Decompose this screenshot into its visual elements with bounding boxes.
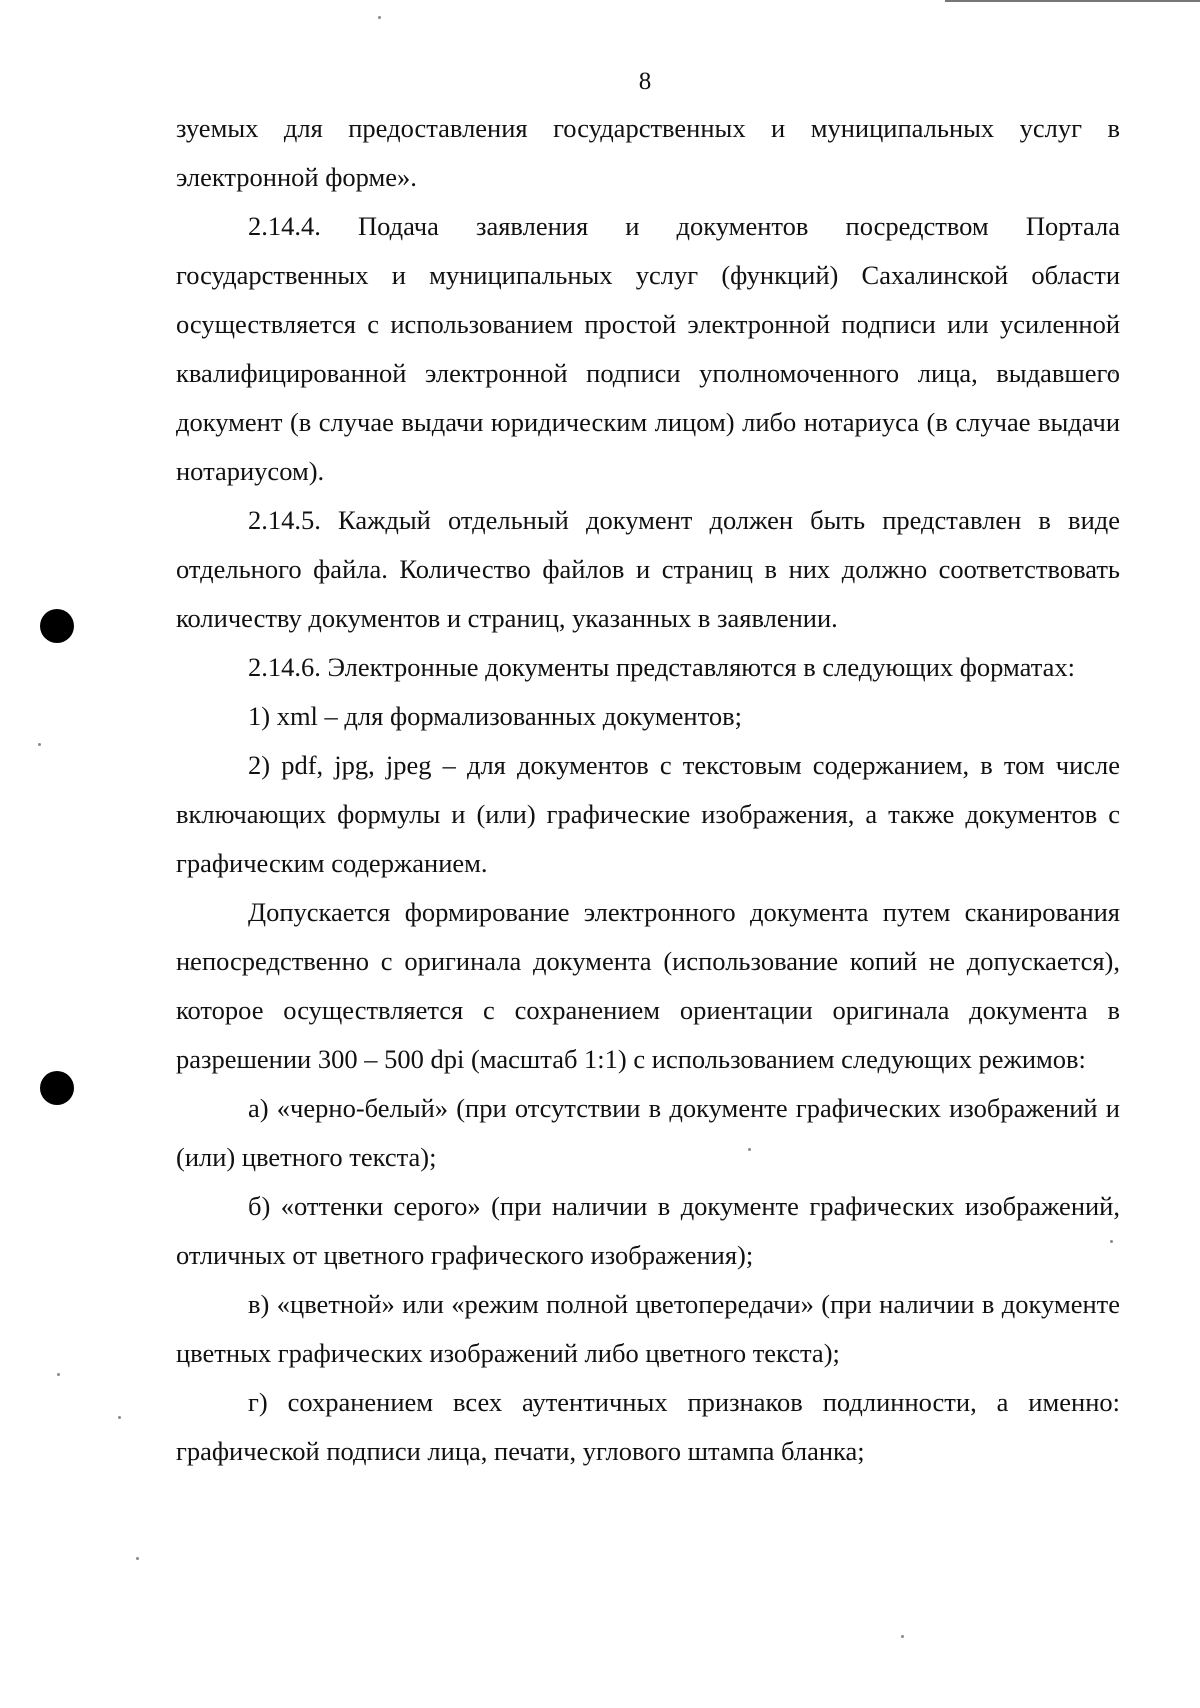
list-item-xml: 1) xml – для формализованных документов; xyxy=(248,701,742,731)
list-item-pdf-jpg: 2) pdf, jpg, jpeg – для документов с текстовым содержанием, в том числе включающих формулы и (или) графические изображения, а также документов с графическим содержанием. xyxy=(176,750,1120,878)
list-item-color: в) «цветной» или «режим полной цветопередачи» (при наличии в документе цветных графических изображений либо цветного текста); xyxy=(176,1289,1120,1368)
list-item-black-white: а) «черно-белый» (при отсутствии в документе графических изображений и (или) цветного текста); xyxy=(176,1093,1120,1172)
scan-speck xyxy=(118,1416,121,1419)
paragraph-continuation: зуемых для предоставления государственных и муниципальных услуг в электронной форме». xyxy=(176,113,1120,192)
paragraph-2-14-6: 2.14.6. Электронные документы представляются в следующих форматах: xyxy=(248,652,1075,682)
scan-speck xyxy=(136,1557,139,1560)
scan-speck xyxy=(57,1373,60,1376)
list-item-authenticity: г) сохранением всех аутентичных признаков подлинности, а именно: графической подписи лица, печати, углового штампа бланка; xyxy=(176,1387,1120,1466)
document-body xyxy=(176,104,1120,1476)
paragraph-scanning: Допускается формирование электронного документа путем сканирования непосредственно с оригинала документа (использование копий не допускается), которое осуществляется с сохранением ориентации оригинала документа в разрешении 300 – 500 dpi (масштаб 1:1) с использованием следующих режимов: xyxy=(176,897,1120,1074)
scan-speck xyxy=(38,743,41,746)
punch-hole xyxy=(40,1071,74,1105)
paragraph-2-14-4: 2.14.4. Подача заявления и документов посредством Портала государственных и муниципальных услуг (функций) Сахалинской области осуществляется с использованием простой электронной подписи или усиленной квалифицированной электронной подписи уполномоченного лица, выдавшего документ (в случае выдачи юридическим лицом) либо нотариуса (в случае выдачи нотариусом). xyxy=(176,211,1120,486)
punch-hole xyxy=(40,609,74,643)
page-number: 8 xyxy=(638,68,652,95)
scan-speck xyxy=(901,1635,904,1638)
paragraph-2-14-5: 2.14.5. Каждый отдельный документ должен быть представлен в виде отдельного файла. Количество файлов и страниц в них должно соответствовать количеству документов и страниц, указанных в заявлении. xyxy=(176,505,1120,633)
scan-speck xyxy=(378,16,381,19)
scan-edge-line xyxy=(945,0,1200,2)
list-item-grayscale: б) «оттенки серого» (при наличии в документе графических изображений, отличных от цветного графического изображения); xyxy=(176,1191,1120,1270)
